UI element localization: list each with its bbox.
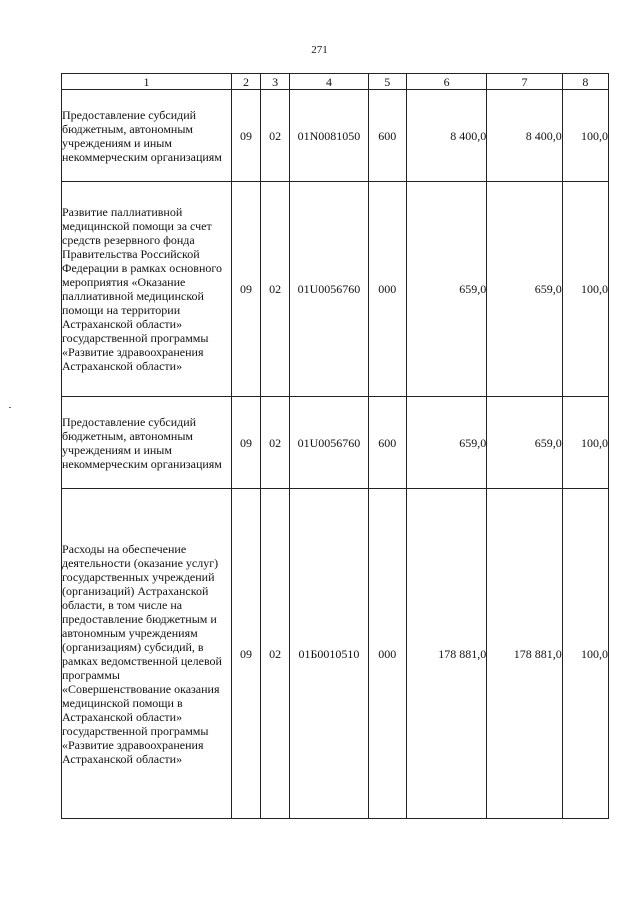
header-col-5: 5 xyxy=(368,74,406,90)
row-target-article: 01Б0010510 xyxy=(290,489,368,819)
header-col-7: 7 xyxy=(487,74,562,90)
row-subsection: 02 xyxy=(261,90,290,182)
row-percent: 100,0 xyxy=(562,182,608,397)
row-expense-type: 000 xyxy=(368,489,406,819)
row-name: Расходы на обеспечение деятельности (оказание услуг) государственных учреждений (организаций) Астраханской области, в том числе на предоставление бюджетным и автономным учреждениям (организациям) субсидий, в рамках ведомственной целевой программы «Совершенствование оказания медицинской помощи в Астраханской области» государственной программы «Развитие здравоохранения Астраханской области» xyxy=(62,489,232,819)
row-target-article: 01U0056760 xyxy=(290,182,368,397)
row-approved: 8 400,0 xyxy=(406,90,486,182)
row-target-article: 01N0081050 xyxy=(290,90,368,182)
header-col-8: 8 xyxy=(562,74,608,90)
row-percent: 100,0 xyxy=(562,397,608,489)
table-header xyxy=(62,74,609,90)
row-expense-type: 000 xyxy=(368,182,406,397)
table-row xyxy=(62,397,609,489)
table-row xyxy=(62,489,609,819)
row-section: 09 xyxy=(231,182,260,397)
header-col-4: 4 xyxy=(290,74,368,90)
row-name: Развитие паллиативной медицинской помощи за счет средств резервного фонда Правительства Российской Федерации в рамках основного мероприятия «Оказание паллиативной медицинской помощи на территории Астраханской области» государственной программы «Развитие здравоохранения Астраханской области» xyxy=(62,182,232,397)
header-col-1: 1 xyxy=(62,74,232,90)
row-executed: 659,0 xyxy=(487,397,562,489)
scan-mark xyxy=(9,407,11,408)
header-col-3: 3 xyxy=(261,74,290,90)
row-subsection: 02 xyxy=(261,489,290,819)
row-name: Предоставление субсидий бюджетным, автономным учреждениям и иным некоммерческим организациям xyxy=(62,397,232,489)
header-col-6: 6 xyxy=(406,74,486,90)
header-row xyxy=(62,74,609,90)
row-section: 09 xyxy=(231,90,260,182)
row-executed: 178 881,0 xyxy=(487,489,562,819)
row-section: 09 xyxy=(231,397,260,489)
row-executed: 8 400,0 xyxy=(487,90,562,182)
row-approved: 178 881,0 xyxy=(406,489,486,819)
page-number: 271 xyxy=(311,44,328,56)
table-row xyxy=(62,90,609,182)
row-section: 09 xyxy=(231,489,260,819)
row-subsection: 02 xyxy=(261,182,290,397)
row-approved: 659,0 xyxy=(406,182,486,397)
row-executed: 659,0 xyxy=(487,182,562,397)
row-expense-type: 600 xyxy=(368,397,406,489)
row-subsection: 02 xyxy=(261,397,290,489)
row-target-article: 01U0056760 xyxy=(290,397,368,489)
row-percent: 100,0 xyxy=(562,489,608,819)
row-expense-type: 600 xyxy=(368,90,406,182)
row-approved: 659,0 xyxy=(406,397,486,489)
row-percent: 100,0 xyxy=(562,90,608,182)
row-name: Предоставление субсидий бюджетным, автономным учреждениям и иным некоммерческим организациям xyxy=(62,90,232,182)
table-row xyxy=(62,182,609,397)
budget-table xyxy=(61,73,609,819)
header-col-2: 2 xyxy=(231,74,260,90)
